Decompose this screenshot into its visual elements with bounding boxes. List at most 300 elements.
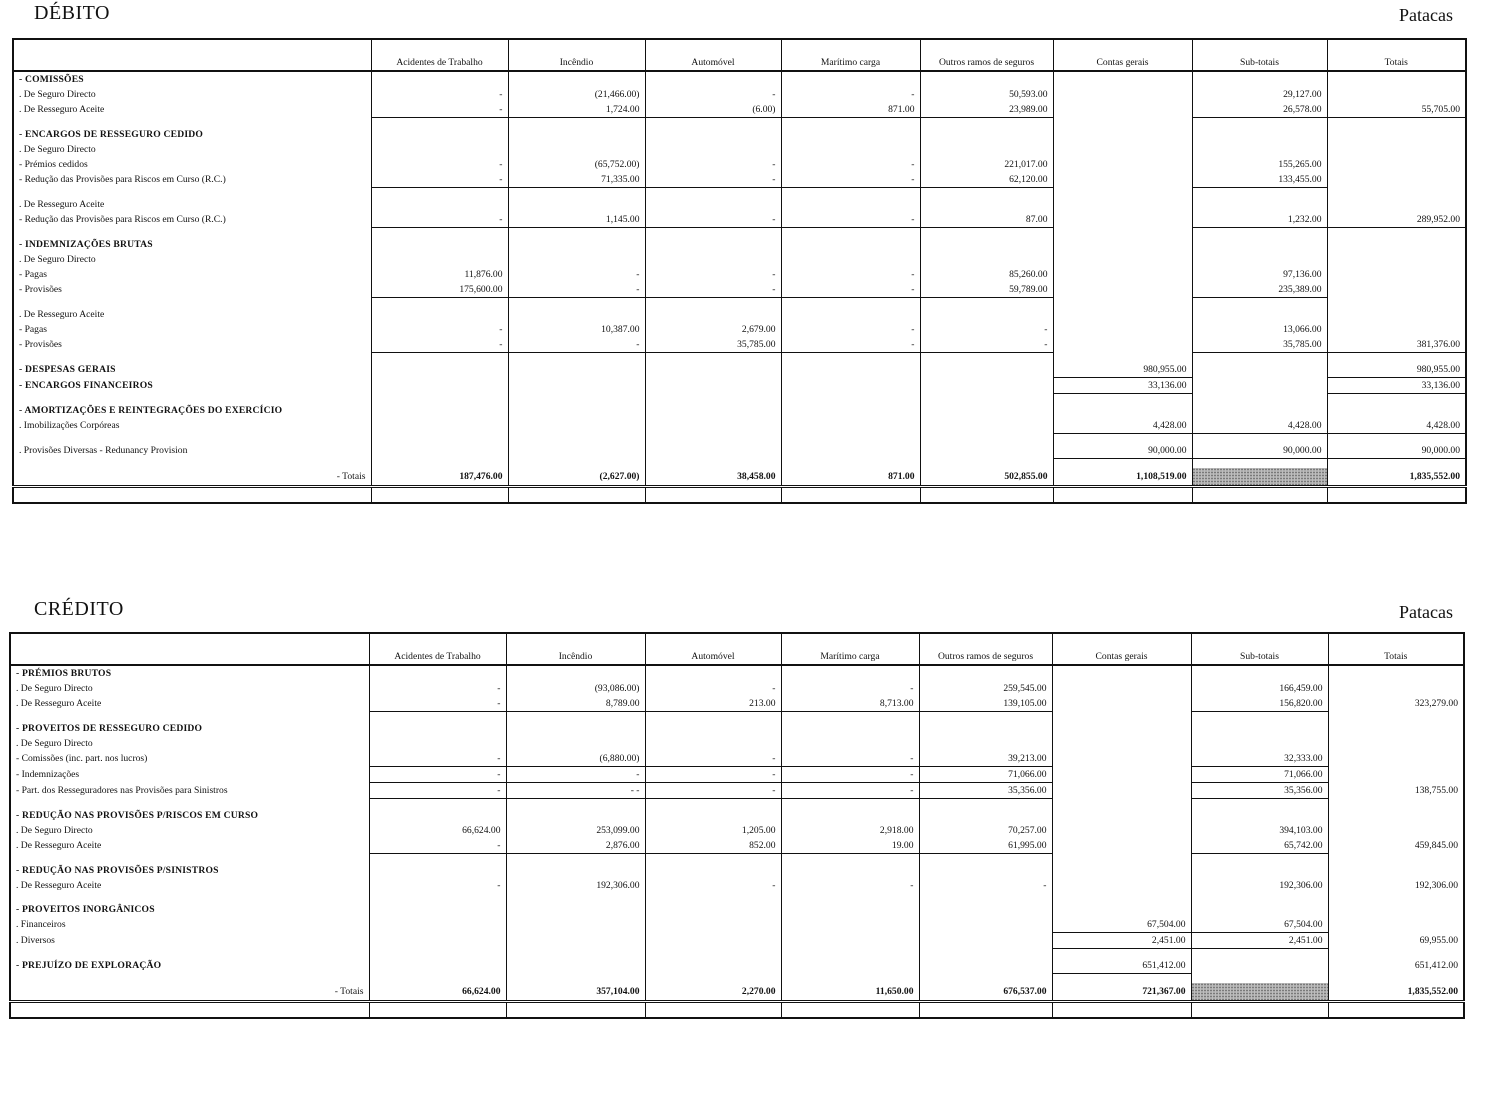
totais-cell: 651,412.00 <box>1328 958 1464 974</box>
sub-totais-cell <box>1192 142 1327 157</box>
automovel-cell: - <box>645 267 781 282</box>
contas-gerais-cell <box>1053 307 1192 322</box>
automovel-cell <box>645 721 781 736</box>
sub-totais-cell <box>1192 307 1327 322</box>
sub-totais-cell: 394,103.00 <box>1191 823 1328 838</box>
table-row <box>10 823 1464 838</box>
outros-ramos-cell <box>920 71 1053 87</box>
empty-cell <box>369 854 506 864</box>
maritimo-carga-cell <box>781 736 919 751</box>
acidentes-trabalho-cell: - <box>371 337 508 353</box>
empty-cell <box>920 459 1053 469</box>
totais-cell: 90,000.00 <box>1327 443 1466 459</box>
empty-cell <box>645 118 781 128</box>
incendio-cell: 192,306.00 <box>506 878 645 893</box>
row-label-header <box>13 39 371 71</box>
incendio-cell <box>506 933 645 949</box>
spacer-row <box>10 974 1464 984</box>
empty-cell <box>1053 353 1192 363</box>
spacer-row <box>13 459 1466 469</box>
debit-title: DÉBITO <box>34 2 110 24</box>
empty-cell <box>1328 854 1464 864</box>
table-footer-row <box>10 1002 1464 1019</box>
empty-cell <box>645 394 781 404</box>
contas-gerais-cell <box>1052 721 1191 736</box>
spacer-row <box>13 188 1466 198</box>
maritimo-carga-cell <box>781 418 920 434</box>
automovel-header: Automóvel <box>645 633 781 665</box>
automovel-cell <box>645 863 781 878</box>
empty-cell <box>371 434 508 444</box>
outros-ramos-cell: 676,537.00 <box>919 983 1052 1002</box>
sub-totais-header: Sub-totais <box>1191 633 1328 665</box>
spacer-row <box>13 298 1466 308</box>
maritimo-carga-header: Marítimo carga <box>781 633 919 665</box>
totais-cell <box>1328 917 1464 933</box>
empty-cell <box>506 893 645 902</box>
empty-cell <box>781 188 920 198</box>
contas-gerais-cell <box>1053 282 1192 298</box>
empty-cell <box>1328 949 1464 959</box>
maritimo-carga-cell: - <box>781 337 920 353</box>
empty-cell <box>920 353 1053 363</box>
sub-totais-cell: 65,742.00 <box>1191 838 1328 854</box>
acidentes-trabalho-cell <box>371 197 508 212</box>
totais-cell <box>1327 127 1466 142</box>
contas-gerais-cell: 721,367.00 <box>1052 983 1191 1002</box>
acidentes-trabalho-cell: - <box>369 838 506 854</box>
acidentes-trabalho-cell <box>369 721 506 736</box>
contas-gerais-cell: 2,451.00 <box>1052 933 1191 949</box>
empty-cell <box>781 799 919 809</box>
row-label: - PROVEITOS INORGÂNICOS <box>10 902 369 917</box>
outros-ramos-cell <box>919 808 1052 823</box>
contas-gerais-cell <box>1053 403 1192 418</box>
empty-cell <box>506 799 645 809</box>
automovel-cell: - <box>645 87 781 102</box>
acidentes-trabalho-cell <box>371 403 508 418</box>
empty-cell <box>1192 459 1327 469</box>
row-label: . De Resseguro Aceite <box>10 878 369 893</box>
debit-currency-label: Patacas <box>1399 5 1453 25</box>
contas-gerais-cell <box>1052 783 1191 799</box>
totais-cell: 33,136.00 <box>1327 378 1466 394</box>
totais-cell <box>1328 902 1464 917</box>
totais-cell <box>1327 197 1466 212</box>
incendio-cell: 253,099.00 <box>506 823 645 838</box>
table-row <box>13 267 1466 282</box>
empty-cell <box>1052 799 1191 809</box>
row-label: . De Seguro Directo <box>10 681 369 696</box>
totais-cell: 323,279.00 <box>1328 696 1464 712</box>
acidentes-trabalho-cell <box>369 665 506 681</box>
empty-cell <box>13 434 371 444</box>
totais-cell <box>1327 322 1466 337</box>
sub-totais-cell <box>1191 902 1328 917</box>
contas-gerais-cell <box>1053 237 1192 252</box>
incendio-cell <box>508 237 645 252</box>
empty-cell <box>1053 118 1192 128</box>
sub-totais-cell <box>1192 237 1327 252</box>
outros-ramos-cell: 139,105.00 <box>919 696 1052 712</box>
row-label: . Provisões Diversas - Redunancy Provision <box>13 443 371 459</box>
incendio-cell <box>506 902 645 917</box>
totais-cell <box>1328 863 1464 878</box>
empty-cell <box>508 298 645 308</box>
empty-cell <box>10 949 369 959</box>
automovel-cell <box>645 142 781 157</box>
maritimo-carga-cell <box>781 721 919 736</box>
automovel-cell <box>645 933 781 949</box>
maritimo-carga-cell <box>781 142 920 157</box>
incendio-cell <box>508 71 645 87</box>
totais-cell: 980,955.00 <box>1327 362 1466 378</box>
acidentes-trabalho-cell: 187,476.00 <box>371 468 508 487</box>
sub-totais-cell: 35,785.00 <box>1192 337 1327 353</box>
empty-cell <box>508 394 645 404</box>
acidentes-trabalho-cell: 66,624.00 <box>369 823 506 838</box>
acidentes-trabalho-cell <box>369 933 506 949</box>
table-row <box>13 337 1466 353</box>
empty-cell <box>1052 974 1191 984</box>
sub-totais-cell: 35,356.00 <box>1191 783 1328 799</box>
empty-cell <box>1327 487 1466 504</box>
incendio-cell <box>508 307 645 322</box>
empty-cell <box>508 459 645 469</box>
incendio-cell <box>508 252 645 267</box>
outros-ramos-cell <box>920 252 1053 267</box>
row-label-header <box>10 633 369 665</box>
empty-cell <box>645 854 781 864</box>
maritimo-carga-cell: 871.00 <box>781 102 920 118</box>
contas-gerais-cell: 33,136.00 <box>1053 378 1192 394</box>
contas-gerais-cell <box>1053 142 1192 157</box>
contas-gerais-header: Contas gerais <box>1053 39 1192 71</box>
spacer-row <box>13 434 1466 444</box>
empty-cell <box>1327 298 1466 308</box>
sub-totais-cell <box>1191 721 1328 736</box>
totais-cell <box>1328 721 1464 736</box>
row-label: . Diversos <box>10 933 369 949</box>
row-label: - ENCARGOS DE RESSEGURO CEDIDO <box>13 127 371 142</box>
maritimo-carga-cell <box>781 917 919 933</box>
row-label: . De Seguro Directo <box>13 142 371 157</box>
acidentes-trabalho-cell <box>371 71 508 87</box>
empty-cell <box>369 974 506 984</box>
outros-ramos-cell: - <box>919 878 1052 893</box>
maritimo-carga-cell: - <box>781 751 919 767</box>
acidentes-trabalho-cell: 11,876.00 <box>371 267 508 282</box>
maritimo-carga-cell: - <box>781 157 920 172</box>
incendio-cell: 1,145.00 <box>508 212 645 228</box>
totais-cell <box>1327 157 1466 172</box>
empty-cell <box>1327 434 1466 444</box>
totais-cell <box>1328 767 1464 783</box>
contas-gerais-cell <box>1052 878 1191 893</box>
outros-ramos-cell <box>920 403 1053 418</box>
empty-cell <box>10 974 369 984</box>
automovel-cell: - <box>645 282 781 298</box>
sub-totais-cell: 192,306.00 <box>1191 878 1328 893</box>
acidentes-trabalho-cell <box>371 362 508 378</box>
empty-cell <box>1052 949 1191 959</box>
empty-cell <box>13 118 371 128</box>
empty-cell <box>1328 799 1464 809</box>
incendio-cell: - - <box>506 783 645 799</box>
automovel-cell <box>645 237 781 252</box>
empty-cell <box>920 434 1053 444</box>
incendio-cell: 10,387.00 <box>508 322 645 337</box>
contas-gerais-cell <box>1053 102 1192 118</box>
empty-cell <box>781 949 919 959</box>
contas-gerais-header: Contas gerais <box>1052 633 1191 665</box>
totals-row <box>13 468 1466 487</box>
outros-ramos-cell <box>920 237 1053 252</box>
contas-gerais-cell: 651,412.00 <box>1052 958 1191 974</box>
acidentes-trabalho-cell: - <box>371 87 508 102</box>
maritimo-carga-cell <box>781 665 919 681</box>
row-label: - PRÉMIOS BRUTOS <box>10 665 369 681</box>
sub-totais-cell: 90,000.00 <box>1192 443 1327 459</box>
empty-cell <box>369 1002 506 1019</box>
row-label: - Totais <box>10 983 369 1002</box>
spacer-row <box>13 394 1466 404</box>
incendio-cell <box>506 721 645 736</box>
maritimo-carga-cell <box>781 378 920 394</box>
empty-cell <box>508 228 645 238</box>
empty-cell <box>1192 118 1327 128</box>
row-label: . De Resseguro Aceite <box>13 307 371 322</box>
credit-title: CRÉDITO <box>34 598 124 620</box>
group-row <box>13 71 1466 87</box>
empty-cell <box>645 459 781 469</box>
contas-gerais-cell <box>1053 157 1192 172</box>
empty-cell <box>781 353 920 363</box>
empty-cell <box>1053 394 1192 404</box>
acidentes-trabalho-cell <box>371 252 508 267</box>
empty-cell <box>645 949 781 959</box>
empty-cell <box>1192 434 1327 444</box>
table-row <box>10 681 1464 696</box>
empty-cell <box>371 459 508 469</box>
group-row <box>10 863 1464 878</box>
contas-gerais-cell <box>1052 808 1191 823</box>
incendio-cell <box>508 403 645 418</box>
sub-totais-cell <box>1191 736 1328 751</box>
outros-ramos-cell: 70,257.00 <box>919 823 1052 838</box>
sub-totais-header: Sub-totais <box>1192 39 1327 71</box>
empty-cell <box>1052 712 1191 722</box>
incendio-cell <box>506 808 645 823</box>
empty-cell <box>645 893 781 902</box>
contas-gerais-cell <box>1052 902 1191 917</box>
sub-totais-cell <box>1191 958 1328 974</box>
automovel-cell: 2,270.00 <box>645 983 781 1002</box>
empty-cell <box>506 949 645 959</box>
row-label: - COMISSÕES <box>13 71 371 87</box>
incendio-cell <box>506 736 645 751</box>
incendio-cell <box>506 917 645 933</box>
totals-row <box>10 983 1464 1002</box>
outros-ramos-cell <box>919 958 1052 974</box>
totais-cell <box>1328 681 1464 696</box>
group-row <box>13 403 1466 418</box>
contas-gerais-cell <box>1052 838 1191 854</box>
empty-cell <box>1191 854 1328 864</box>
empty-cell <box>1192 487 1327 504</box>
spacer-row <box>10 799 1464 809</box>
empty-cell <box>371 118 508 128</box>
contas-gerais-cell <box>1052 736 1191 751</box>
sub-totais-cell <box>1192 403 1327 418</box>
sub-totais-cell: 32,333.00 <box>1191 751 1328 767</box>
empty-cell <box>1191 893 1328 902</box>
contas-gerais-cell: 90,000.00 <box>1053 443 1192 459</box>
automovel-cell: - <box>645 681 781 696</box>
row-label: - Pagas <box>13 322 371 337</box>
outros-ramos-cell: 71,066.00 <box>919 767 1052 783</box>
incendio-cell: 1,724.00 <box>508 102 645 118</box>
table-row <box>13 212 1466 228</box>
acidentes-trabalho-cell <box>369 808 506 823</box>
empty-cell <box>1328 974 1464 984</box>
acidentes-trabalho-cell: - <box>371 322 508 337</box>
automovel-cell <box>645 902 781 917</box>
empty-cell <box>13 353 371 363</box>
group-row <box>10 808 1464 823</box>
incendio-cell <box>508 443 645 459</box>
table-row <box>13 157 1466 172</box>
sub-totais-cell <box>1192 71 1327 87</box>
empty-cell <box>506 1002 645 1019</box>
empty-cell <box>919 854 1052 864</box>
maritimo-carga-cell <box>781 71 920 87</box>
empty-cell <box>781 854 919 864</box>
incendio-cell: (93,086.00) <box>506 681 645 696</box>
empty-cell <box>1191 799 1328 809</box>
sub-totais-cell: 2,451.00 <box>1191 933 1328 949</box>
row-label: - PROVEITOS DE RESSEGURO CEDIDO <box>10 721 369 736</box>
row-label: - Pagas <box>13 267 371 282</box>
table-row <box>10 917 1464 933</box>
acidentes-trabalho-cell: - <box>371 172 508 188</box>
totais-cell: 381,376.00 <box>1327 337 1466 353</box>
contas-gerais-cell <box>1053 252 1192 267</box>
automovel-cell: 1,205.00 <box>645 823 781 838</box>
outros-ramos-cell: 23,989.00 <box>920 102 1053 118</box>
empty-cell <box>920 228 1053 238</box>
empty-cell <box>1327 118 1466 128</box>
outros-ramos-cell <box>920 362 1053 378</box>
outros-ramos-cell: 35,356.00 <box>919 783 1052 799</box>
empty-cell <box>1328 893 1464 902</box>
maritimo-carga-cell: - <box>781 267 920 282</box>
maritimo-carga-cell: 11,650.00 <box>781 983 919 1002</box>
spacer-row <box>10 949 1464 959</box>
group-row <box>10 902 1464 917</box>
automovel-cell: - <box>645 212 781 228</box>
row-label: . De Resseguro Aceite <box>13 102 371 118</box>
sub-totais-cell: 71,066.00 <box>1191 767 1328 783</box>
contas-gerais-cell <box>1052 681 1191 696</box>
totais-cell <box>1328 751 1464 767</box>
outros-ramos-cell <box>919 721 1052 736</box>
totais-cell <box>1328 665 1464 681</box>
incendio-cell <box>508 197 645 212</box>
empty-cell <box>13 487 371 504</box>
outros-ramos-cell: 259,545.00 <box>919 681 1052 696</box>
table-row <box>10 736 1464 751</box>
outros-ramos-header: Outros ramos de seguros <box>920 39 1053 71</box>
empty-cell <box>645 228 781 238</box>
totais-cell: 459,845.00 <box>1328 838 1464 854</box>
outros-ramos-header: Outros ramos de seguros <box>919 633 1052 665</box>
acidentes-trabalho-cell: - <box>369 681 506 696</box>
row-label: . De Resseguro Aceite <box>10 838 369 854</box>
empty-cell <box>645 799 781 809</box>
incendio-cell <box>506 958 645 974</box>
row-label: - AMORTIZAÇÕES E REINTEGRAÇÕES DO EXERCÍCIO <box>13 403 371 418</box>
sub-totais-cell <box>1192 127 1327 142</box>
row-label: . Imobilizações Corpóreas <box>13 418 371 434</box>
automovel-cell <box>645 418 781 434</box>
contas-gerais-cell <box>1053 127 1192 142</box>
totais-cell: 69,955.00 <box>1328 933 1464 949</box>
acidentes-trabalho-header: Acidentes de Trabalho <box>371 39 508 71</box>
empty-cell <box>369 893 506 902</box>
group-row <box>13 237 1466 252</box>
table-row <box>13 322 1466 337</box>
sub-totais-cell: 29,127.00 <box>1192 87 1327 102</box>
maritimo-carga-cell <box>781 863 919 878</box>
empty-cell <box>1053 459 1192 469</box>
shaded-subtotal-cell <box>1191 983 1328 1002</box>
empty-cell <box>508 487 645 504</box>
automovel-cell: 35,785.00 <box>645 337 781 353</box>
sub-totais-cell: 156,820.00 <box>1191 696 1328 712</box>
empty-cell <box>645 1002 781 1019</box>
incendio-cell: 2,876.00 <box>506 838 645 854</box>
group-row <box>13 362 1466 378</box>
empty-cell <box>781 434 920 444</box>
contas-gerais-cell <box>1052 696 1191 712</box>
automovel-cell <box>645 71 781 87</box>
contas-gerais-cell <box>1052 665 1191 681</box>
acidentes-trabalho-cell: - <box>371 212 508 228</box>
empty-cell <box>781 228 920 238</box>
maritimo-carga-cell <box>781 127 920 142</box>
sub-totais-cell: 1,232.00 <box>1192 212 1327 228</box>
maritimo-carga-cell <box>781 902 919 917</box>
automovel-cell <box>645 443 781 459</box>
maritimo-carga-cell: - <box>781 681 919 696</box>
sub-totais-cell <box>1192 252 1327 267</box>
empty-cell <box>919 949 1052 959</box>
empty-cell <box>13 228 371 238</box>
table-row <box>10 933 1464 949</box>
empty-cell <box>1191 1002 1328 1019</box>
empty-cell <box>508 118 645 128</box>
incendio-cell: - <box>506 767 645 783</box>
maritimo-carga-cell: 871.00 <box>781 468 920 487</box>
maritimo-carga-cell: - <box>781 878 919 893</box>
empty-cell <box>919 799 1052 809</box>
totais-cell: 55,705.00 <box>1327 102 1466 118</box>
table-row <box>13 282 1466 298</box>
table-row <box>10 878 1464 893</box>
automovel-cell <box>645 307 781 322</box>
row-label: - Indemnizações <box>10 767 369 783</box>
